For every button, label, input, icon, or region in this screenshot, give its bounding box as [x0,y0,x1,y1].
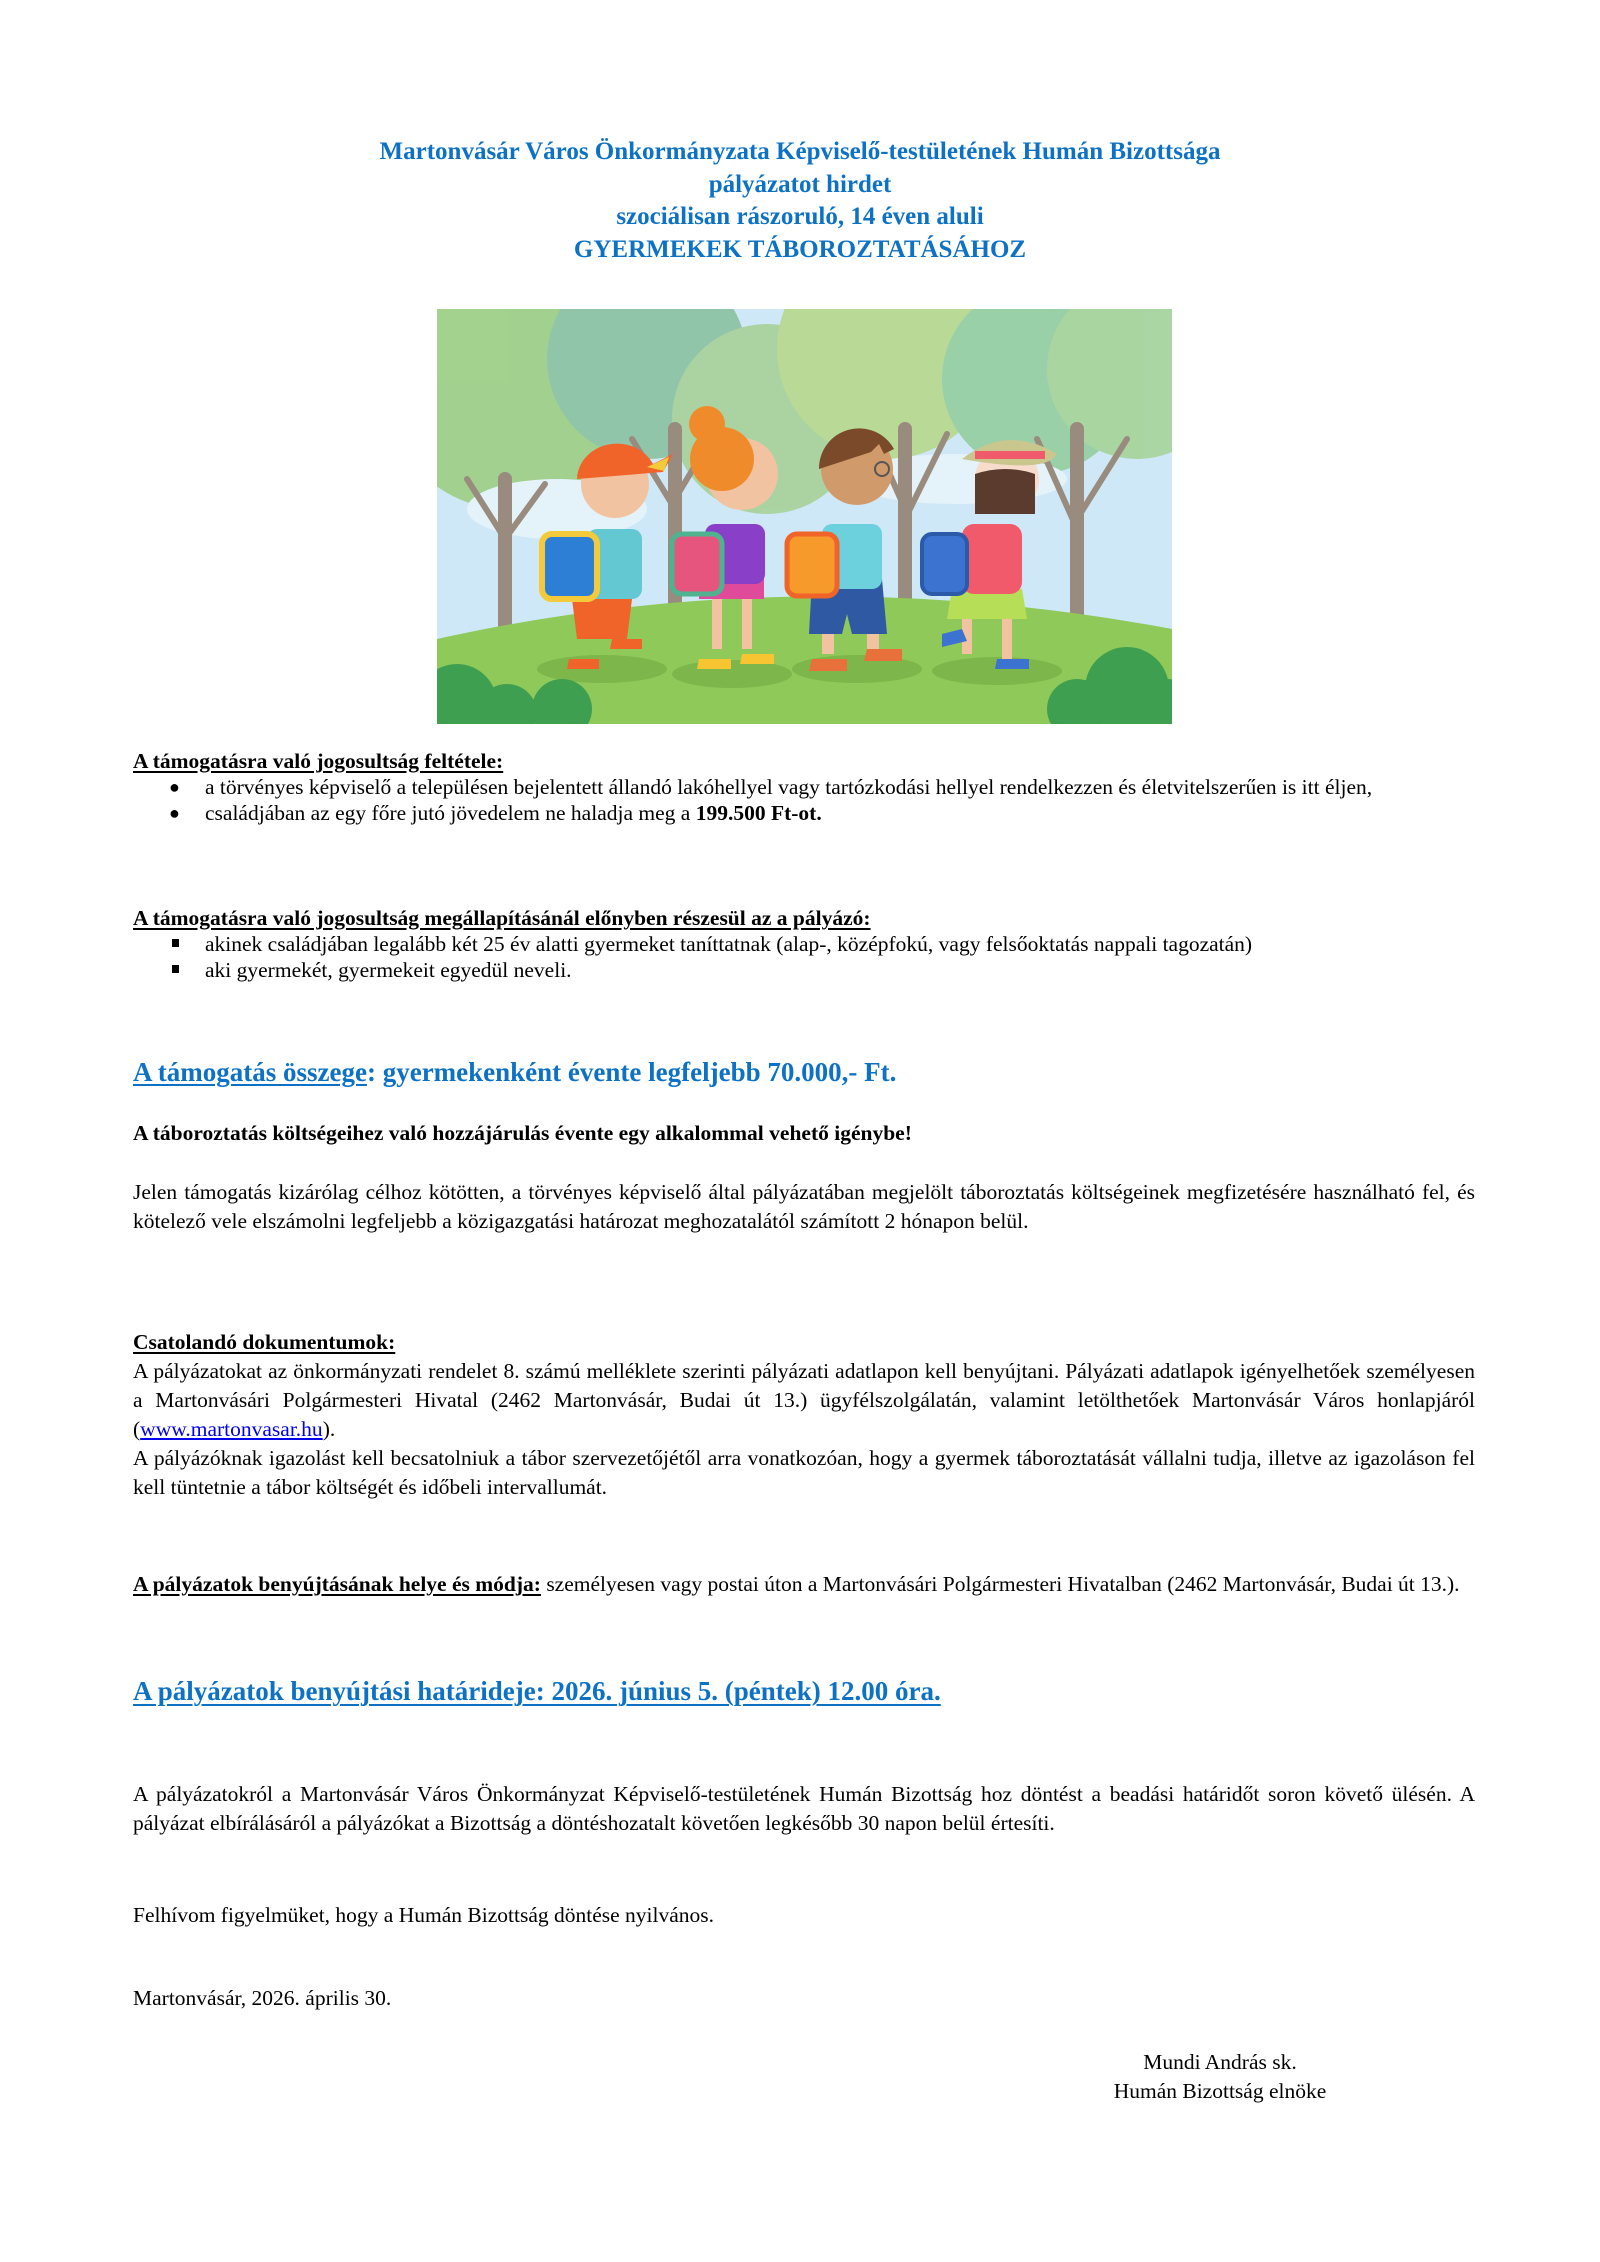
documents-text-end: ). [322,1417,336,1441]
once-per-year-notice: A táboroztatás költségeihez való hozzájárulás évente egy alkalommal vehető igénybe! [133,1121,912,1145]
preference-item [133,931,1475,957]
eligibility-item-text: családjában az egy főre jutó jövedelem ne haladja meg a [205,801,696,825]
submission-deadline: A pályázatok benyújtási határideje: 2026. június 5. (péntek) 12.00 óra. [133,1676,941,1706]
documents-section [133,1328,1475,1502]
preference-section [133,905,1475,983]
eligibility-item [133,800,1475,826]
round-bullet-icon: ● [169,777,180,797]
signatory-name: Mundi András sk. [1143,2050,1297,2074]
support-amount [133,1056,1475,1088]
deadline-section [133,1678,1475,1706]
website-link[interactable]: www.martonvasar.hu [140,1417,323,1441]
documents-heading: Csatolandó dokumentumok: [133,1330,396,1354]
eligibility-section [133,748,1475,826]
purpose-paragraph: Jelen támogatás kizárólag célhoz kötötten, a törvényes képviselő által pályázatában megjelölt táboroztatás költségeinek megfizetésére használható fel, és kötelező vele elszámolni legfeljebb a közigazgatási határozat meghozatalától számított 2 hónapon belül. [133,1180,1475,1233]
place-and-date: Martonvásár, 2026. április 30. [133,1986,392,2010]
title-line-subject: GYERMEKEK TÁBOROZTATÁSÁHOZ [573,235,1027,263]
documents-paragraph-1 [133,1357,1475,1444]
preference-item-text: aki gyermekét, gyermekeit egyedül neveli. [205,958,572,982]
documents-paragraph-2: A pályázóknak igazolást kell becsatolniuk a tábor szervezetőjétől arra vonatkozóan, hogy a gyermek táboroztatását vállalni tudja, illetve az igazoláson fel kell tüntetnie a tábor költségét és időbeli intervallumát. [133,1446,1475,1499]
square-bullet-icon [172,939,179,947]
square-bullet-icon [172,965,179,973]
announcement-title [0,136,1600,266]
support-amount-label: A támogatás összege [133,1057,367,1087]
income-limit: 199.500 Ft-ot. [695,801,822,825]
round-bullet-icon: ● [169,803,180,823]
illustration-svg [437,309,1172,724]
submission-heading: A pályázatok benyújtásának helye és módja: [133,1572,541,1596]
submission-text: személyesen vagy postai úton a Martonvásári Polgármesteri Hivatalban (2462 Martonvásár, Budai út 13.). [540,1572,1460,1596]
preference-item-text: akinek családjában legalább két 25 év alatti gyermeket taníttatnak (alap-, középfokú, vagy felsőoktatás nappali tagozatán) [205,932,1253,956]
public-notice: Felhívom figyelmüket, hogy a Humán Bizottság döntése nyilvános. [133,1903,715,1927]
amount-section [133,1056,1475,1088]
support-amount-value: : gyermekenként évente legfeljebb 70.000,- Ft. [366,1057,897,1087]
eligibility-list [133,774,1475,826]
preference-item [133,957,1475,983]
preference-list [133,931,1475,983]
signature-block [1000,2048,1440,2106]
signatory-title: Humán Bizottság elnöke [1113,2079,1327,2103]
title-line-organization: Martonvásár Város Önkormányzata Képviselő-testületének Humán Bizottsága [379,138,1221,165]
documents-text: A pályázatokat az önkormányzati rendelet 8. számú melléklete szerinti pályázati adatlapon kell benyújtani. Pályázati adatlapok igényelhetőek személyesen a Martonvásári Polgármesteri Hivatal (2462 Martonvásár, Budai út 13.) ügyfélszolgálatán, valamint letölthetőek Martonvásár Város honlapjáról ( [133,1359,1475,1441]
eligibility-heading: A támogatásra való jogosultság feltétele: [133,749,504,773]
eligibility-item-text: a törvényes képviselő a településen bejelentett állandó lakóhellyel vagy tartózkodási hellyel rendelkezzen és életvitelszerűen is itt éljen, [205,775,1373,799]
decision-paragraph: A pályázatokról a Martonvásár Város Önkormányzat Képviselő-testületének Humán Bizottság hoz döntést a beadási határidőt soron követő ülésén. A pályázat elbírálásáról a pályázókat a Bizottság a döntéshozatalt követően legkésőbb 30 napon belül értesíti. [133,1782,1475,1835]
submission-section [133,1570,1475,1599]
title-line-announces: pályázatot hirdet [708,170,892,198]
hiking-children-illustration [437,309,1172,724]
preference-heading: A támogatásra való jogosultság megállapításánál előnyben részesül az a pályázó: [133,906,871,930]
eligibility-item [133,774,1475,800]
title-line-target-group: szociálisan rászoruló, 14 éven aluli [616,203,984,230]
